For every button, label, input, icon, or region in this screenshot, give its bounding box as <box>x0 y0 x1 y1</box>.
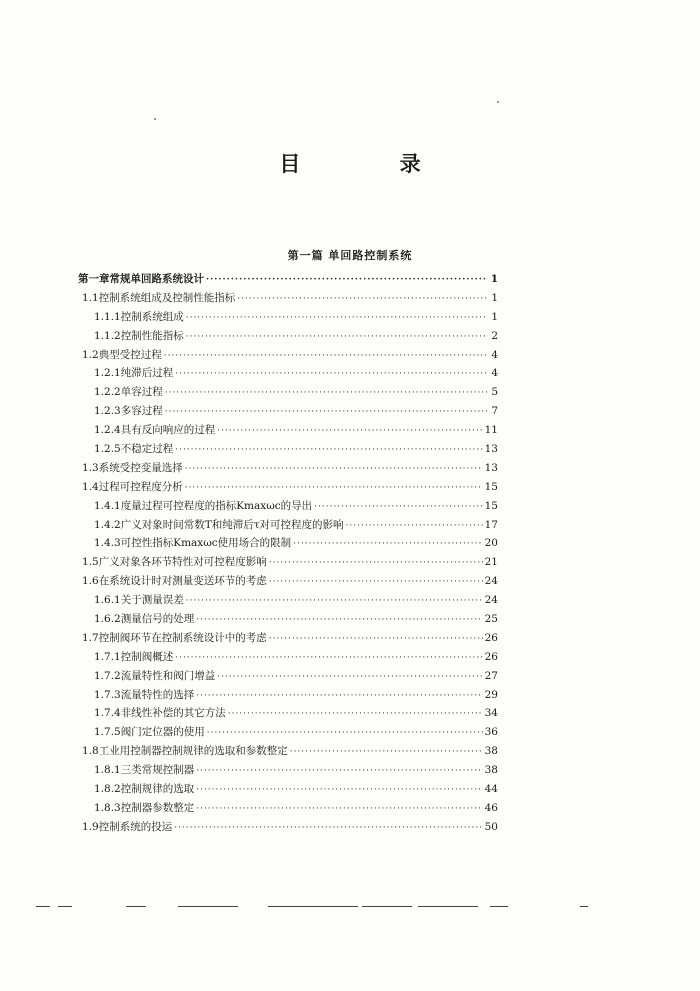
toc-entry-page: 4 <box>491 348 498 361</box>
toc-entry-page: 25 <box>484 613 498 626</box>
dot-leader <box>217 422 482 441</box>
dot-leader <box>174 819 482 838</box>
toc-entry-number: 1.7.2 <box>94 669 121 682</box>
toc-entry[interactable] <box>78 327 498 346</box>
toc-entry-page: 13 <box>484 443 498 456</box>
toc-entry-page: 7 <box>491 405 498 418</box>
toc-entry[interactable] <box>78 704 498 723</box>
toc-entry-page: 15 <box>484 480 498 493</box>
dot-leader <box>314 498 482 517</box>
toc-entry[interactable] <box>78 308 498 327</box>
toc-entry-number: 1.6.1 <box>94 594 121 607</box>
toc-entry[interactable] <box>78 780 498 799</box>
toc-entry-number: 1.2 <box>82 348 99 361</box>
toc-entry-number: 1.2.1 <box>94 367 121 380</box>
toc-entry[interactable] <box>78 497 498 516</box>
toc-entry-number: 1.7.5 <box>94 726 121 739</box>
toc-entry-page: 13 <box>484 461 498 474</box>
toc-entry-number: 1.5 <box>82 556 99 569</box>
toc-entry[interactable] <box>78 516 498 535</box>
page-title: 目 录 <box>279 151 467 176</box>
toc-entry-page: 38 <box>484 764 498 777</box>
dot-leader <box>237 290 488 309</box>
dot-leader <box>196 800 482 819</box>
toc-entry-title: 流量特性和阀门增益 <box>120 669 216 682</box>
scan-line <box>58 906 72 907</box>
toc-entry-number: 1.4.2 <box>94 518 121 531</box>
toc-entry-page: 36 <box>484 726 498 739</box>
toc-entry-page: 5 <box>491 386 498 399</box>
toc-entry-number: 1.7.1 <box>94 650 121 663</box>
toc-entry[interactable] <box>78 478 498 497</box>
toc-entry-page: 26 <box>484 650 498 663</box>
toc-entry-number: 1.4 <box>82 480 99 493</box>
toc-entry-title: 控制性能指标 <box>120 329 184 342</box>
toc-entry-title: 过程可控程度分析 <box>98 480 183 493</box>
toc-entry-page: 17 <box>484 518 498 531</box>
toc-entry-title: 可控性指标Kmaxωc使用场合的限制 <box>120 537 292 550</box>
toc-entry-number: 1.4.3 <box>94 537 121 550</box>
toc-entry-title: 控制阀概述 <box>120 650 174 663</box>
toc-entry-title: 纯滞后过程 <box>120 367 174 380</box>
toc-entry-title: 系统受控变量选择 <box>98 461 183 474</box>
toc-entry-number: 1.8.3 <box>94 801 121 814</box>
dot-leader <box>164 347 488 366</box>
scan-line <box>580 906 588 907</box>
toc-entry-page: 21 <box>484 556 498 569</box>
scan-line <box>268 906 358 907</box>
scan-line <box>126 906 146 907</box>
toc-entry[interactable] <box>78 761 498 780</box>
dot-leader <box>196 762 482 781</box>
toc-entry-page: 1 <box>491 310 498 323</box>
scan-speck <box>497 101 499 103</box>
toc-entry-number: 1.2.4 <box>94 424 121 437</box>
dot-leader <box>186 328 488 347</box>
toc-entry[interactable] <box>78 686 498 705</box>
toc-entry-page: 29 <box>484 688 498 701</box>
toc-entry-number: 1.2.2 <box>94 386 121 399</box>
dot-leader <box>186 592 483 611</box>
toc-entry-number: 1.2.5 <box>94 443 121 456</box>
dot-leader <box>269 554 483 573</box>
toc-entry[interactable] <box>78 610 498 629</box>
toc-entry-title: 多容过程 <box>120 405 163 418</box>
toc-entry-page: 1 <box>490 273 498 285</box>
toc-entry-title: 工业用控制器控制规律的选取和参数整定 <box>98 745 288 758</box>
toc-entry-title: 常规单回路系统设计 <box>109 273 204 285</box>
dot-leader <box>186 309 488 328</box>
dot-leader <box>207 724 483 743</box>
toc-entry[interactable] <box>78 742 498 761</box>
toc-entry-title: 在系统设计时对测量变送环节的考虑 <box>98 575 267 588</box>
toc-entry-number: 1.2.3 <box>94 405 121 418</box>
toc-entry-page: 1 <box>491 291 498 304</box>
toc-entry-number: 1.3 <box>82 461 99 474</box>
toc-entry-page: 26 <box>484 631 498 644</box>
scan-line <box>178 906 238 907</box>
dot-leader <box>175 441 482 460</box>
toc-entry-number: 1.4.1 <box>94 499 121 512</box>
toc-entry-title: 流量特性的选择 <box>120 688 195 701</box>
toc-entry[interactable] <box>78 346 498 365</box>
toc-entry-title: 关于测量误差 <box>120 594 184 607</box>
toc-entry-title: 测量信号的处理 <box>120 613 195 626</box>
scan-line <box>362 906 412 907</box>
toc-entry[interactable] <box>78 270 498 289</box>
scan-line <box>418 906 478 907</box>
toc-entry-number: 1.1.2 <box>94 329 121 342</box>
toc-entry[interactable] <box>78 553 498 572</box>
toc-entry[interactable] <box>78 364 498 383</box>
toc-entry[interactable] <box>78 799 498 818</box>
toc-entry-title: 广义对象时间常数T和纯滞后τ对可控程度的影响 <box>120 518 344 531</box>
toc-entry-title: 控制阀环节在控制系统设计中的考虑 <box>98 631 267 644</box>
toc-entry[interactable] <box>78 534 498 553</box>
dot-leader <box>196 687 482 706</box>
toc-entry[interactable] <box>78 421 498 440</box>
toc-entry-page: 50 <box>484 820 498 833</box>
toc-entry-page: 46 <box>484 801 498 814</box>
toc-entry-page: 20 <box>484 537 498 550</box>
toc-entry[interactable] <box>78 383 498 402</box>
dot-leader <box>196 781 482 800</box>
toc-entry-title: 控制系统组成及控制性能指标 <box>98 291 236 304</box>
toc-entry-title: 阀门定位器的使用 <box>120 726 205 739</box>
toc-entry-number: 1.8 <box>82 745 99 758</box>
toc-entry-number: 1.8.2 <box>94 783 121 796</box>
toc-entry-number: 1.7 <box>82 631 99 644</box>
dot-leader <box>165 403 488 422</box>
toc-entry-title: 典型受控过程 <box>98 348 162 361</box>
toc-entry-title: 控制规律的选取 <box>120 783 195 796</box>
toc-entry-page: 4 <box>491 367 498 380</box>
dot-leader <box>196 611 482 630</box>
toc-entry-title: 单容过程 <box>120 386 163 399</box>
dot-leader <box>228 705 483 724</box>
dot-leader <box>217 668 482 687</box>
toc-entry-page: 24 <box>484 575 498 588</box>
dot-leader <box>290 743 483 762</box>
dot-leader <box>185 460 483 479</box>
toc-entry[interactable] <box>78 289 498 308</box>
toc-entry[interactable] <box>78 459 498 478</box>
dot-leader <box>346 517 483 536</box>
toc-entry-title: 控制系统组成 <box>120 310 184 323</box>
toc-entry-number: 1.7.3 <box>94 688 121 701</box>
toc-entry-page: 24 <box>484 594 498 607</box>
dot-leader <box>165 384 488 403</box>
toc-entry-number: 1.6 <box>82 575 99 588</box>
toc-entry[interactable] <box>78 440 498 459</box>
dot-leader <box>269 573 483 592</box>
toc-entry-page: 38 <box>484 745 498 758</box>
toc-entry-number: 1.8.1 <box>94 764 121 777</box>
toc-entry-title: 具有反向响应的过程 <box>120 424 216 437</box>
toc-entry-title: 广义对象各环节特性对可控程度影响 <box>98 556 267 569</box>
toc-entry-page: 2 <box>491 329 498 342</box>
toc-entry-page: 15 <box>484 499 498 512</box>
toc-entry-title: 度量过程可控程度的指标Kmaxωc的导出 <box>120 499 313 512</box>
dot-leader <box>293 535 482 554</box>
toc-entry[interactable] <box>78 572 498 591</box>
part-title: 第一篇 单回路控制系统 <box>287 249 413 262</box>
dot-leader <box>175 365 488 384</box>
toc-entry-page: 44 <box>484 783 498 796</box>
toc-entry[interactable] <box>78 648 498 667</box>
toc-entry-number: 1.7.4 <box>94 707 121 720</box>
toc-entry[interactable] <box>78 591 498 610</box>
toc-entry-number: 第一章 <box>78 273 110 285</box>
toc-entry-number: 1.1 <box>82 291 99 304</box>
dot-leader <box>175 649 482 668</box>
toc-entry[interactable] <box>78 667 498 686</box>
table-of-contents <box>78 270 498 837</box>
dot-leader <box>269 630 483 649</box>
scan-speck <box>154 118 156 120</box>
dot-leader <box>185 479 483 498</box>
toc-entry-page: 27 <box>484 669 498 682</box>
scan-line <box>490 906 508 907</box>
toc-entry[interactable] <box>78 402 498 421</box>
toc-entry[interactable] <box>78 818 498 837</box>
toc-entry-title: 三类常规控制器 <box>120 764 195 777</box>
toc-entry-number: 1.9 <box>82 820 99 833</box>
toc-entry[interactable] <box>78 629 498 648</box>
toc-entry-page: 11 <box>484 424 498 437</box>
toc-entry-title: 非线性补偿的其它方法 <box>120 707 226 720</box>
toc-entry-title: 控制器参数整定 <box>120 801 195 814</box>
scan-line <box>36 906 50 907</box>
toc-entry-title: 控制系统的投运 <box>98 820 173 833</box>
toc-entry-number: 1.1.1 <box>94 310 121 323</box>
toc-entry[interactable] <box>78 723 498 742</box>
toc-entry-title: 不稳定过程 <box>120 443 174 456</box>
dot-leader <box>206 271 488 290</box>
toc-entry-page: 34 <box>484 707 498 720</box>
toc-entry-number: 1.6.2 <box>94 613 121 626</box>
